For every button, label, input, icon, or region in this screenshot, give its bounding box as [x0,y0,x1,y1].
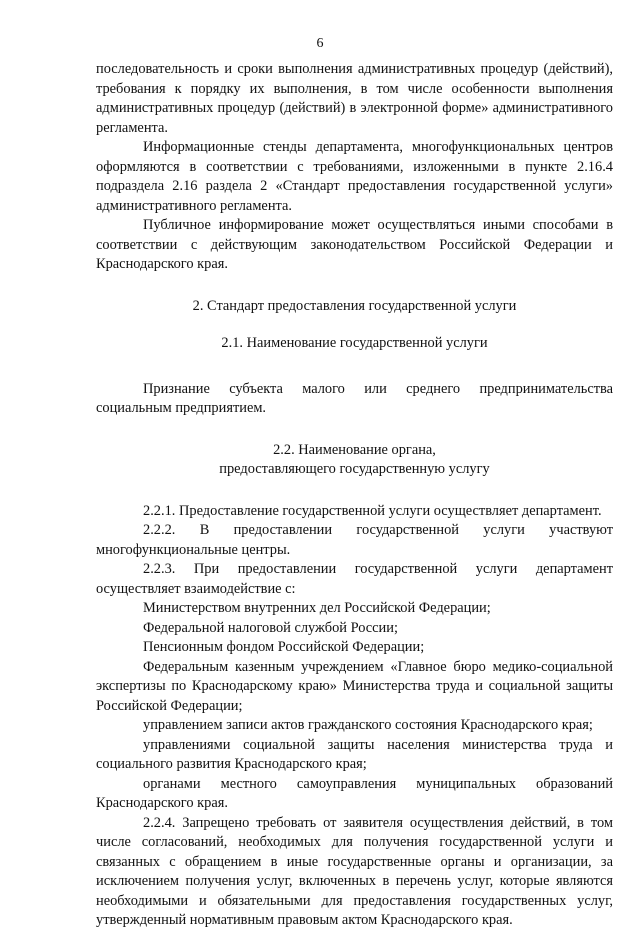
paragraph-2-2-1: 2.2.1. Предоставление государственной услуги осуществляет департамент. [143,502,602,519]
paragraph-info-stands: Информационные стенды департамента, многофункциональных центров оформляются в соответствии с требованиями, изложенными в пункте 2.16.4 подраздела 2.16 раздела 2 «Стандарт предоставления государственной услуги» административного регламента. [96,139,613,214]
list-item-fns: Федеральной налоговой службой России; [143,619,398,636]
paragraph-continuation: последовательность и сроки выполнения административных процедур (действий), требования к порядку их выполнения, в том числе особенности выполнения административных процедур (действий) в электронной форме» административного регламента. [96,61,613,136]
section-2-2-heading-line2: предоставляющего государственную услугу [219,461,490,477]
section-2-2-heading-line1: 2.2. Наименование органа, [273,441,436,458]
list-item-mse-bureau: Федеральным казенным учреждением «Главное бюро медико-социальной экспертизы по Краснодарскому краю» Министерства труда и социальной защиты Российской Федерации; [96,658,613,714]
list-item-pfr: Пенсионным фондом Российской Федерации; [143,639,425,655]
document-body [96,60,613,931]
list-item-local-government: органами местного самоуправления муниципальных образований Краснодарского края. [96,775,613,811]
paragraph-2-2-3: 2.2.3. При предоставлении государственной услуги департамент осуществляет взаимодействие с: [96,561,613,597]
list-item-social-protection: управлениями социальной защиты населения министерства труда и социального развития Краснодарского края; [96,736,613,772]
list-item-zags: управлением записи актов гражданского состояния Краснодарского края; [143,717,593,733]
list-item-mvd: Министерством внутренних дел Российской Федерации; [143,600,491,616]
paragraph-public-informing: Публичное информирование может осуществляться иными способами в соответствии с действующим законодательством Российской Федерации и Краснодарского края. [96,217,613,272]
section-2-1-heading: 2.1. Наименование государственной услуги [221,335,488,351]
page-number: 6 [316,36,324,51]
paragraph-2-2-2: 2.2.2. В предоставлении государственной услуги участвуют многофункциональные центры. [96,522,613,558]
paragraph-2-2-4: 2.2.4. Запрещено требовать от заявителя осуществления действий, в том числе согласований, необходимых для получения государственной услуги и связанных с обращением в иные государственные органы и организации, за исключением получения услуг, включенных в перечень услуг, которые являются необходимыми и обязательными для предоставления государственных услуг, утвержденный нормативным правовым актом Краснодарского края. [96,814,613,928]
section-2-1-text: Признание субъекта малого или среднего предпринимательства социальным предприятием. [96,380,613,416]
section-2-heading: 2. Стандарт предоставления государственной услуги [192,297,517,314]
